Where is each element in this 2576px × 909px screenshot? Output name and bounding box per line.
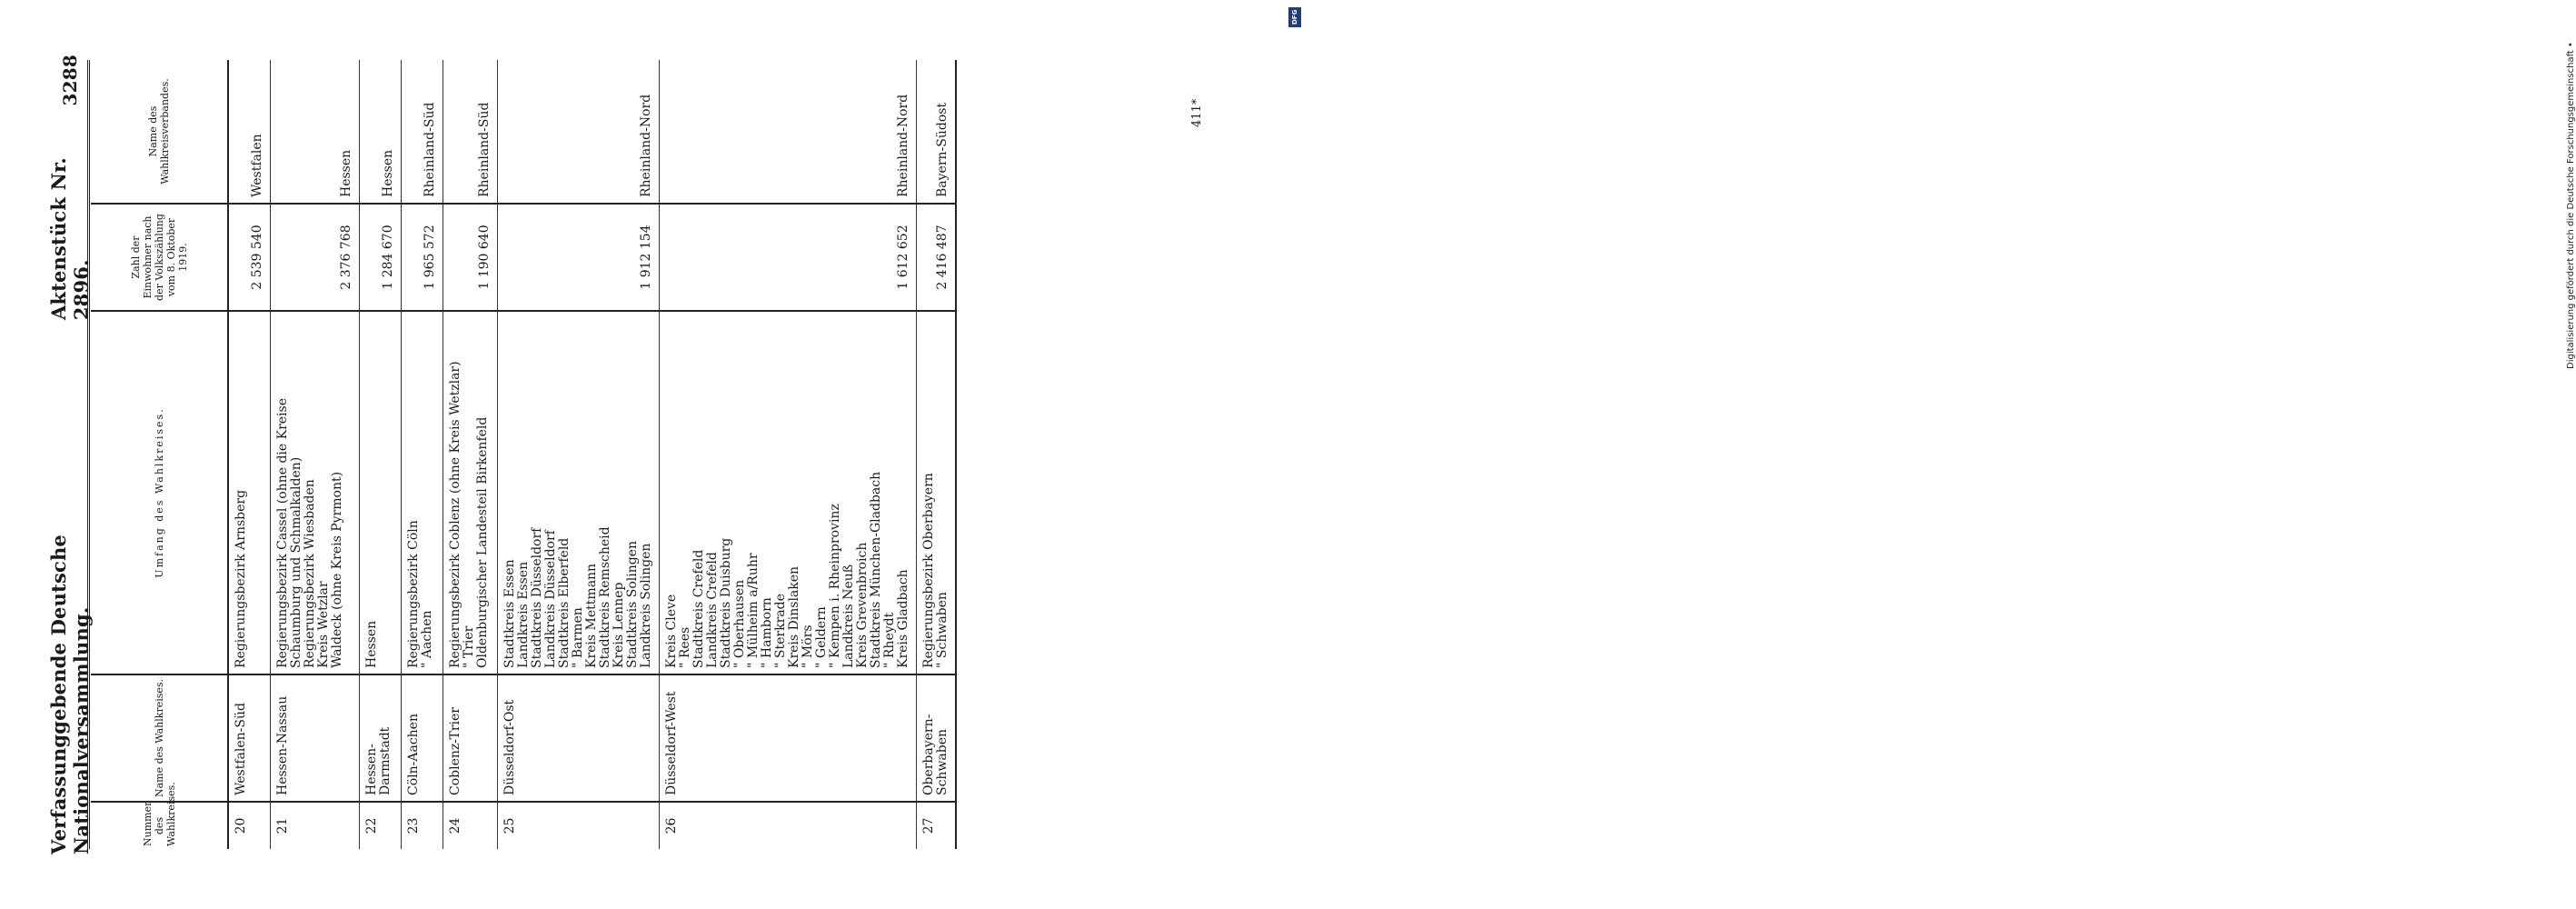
population-count: 1 912 154 xyxy=(638,225,653,290)
association-cell xyxy=(228,60,270,204)
extent-line: Kreis Mettmann xyxy=(583,563,599,668)
district-number: 21 xyxy=(270,802,359,849)
table-row xyxy=(659,60,916,849)
table-row xyxy=(916,60,956,849)
table-row xyxy=(359,60,401,849)
association-cell xyxy=(359,60,401,204)
extent-line: Stadtkreis Solingen xyxy=(624,541,640,668)
extent-line: " Oberhausen xyxy=(731,579,747,668)
extent-line: " Rees xyxy=(677,626,692,668)
table-row xyxy=(443,60,497,849)
district-name: Coblenz-Trier xyxy=(443,674,497,802)
population-count: 2 376 768 xyxy=(338,225,353,290)
district-name: Hessen-Nassau xyxy=(270,674,359,802)
extent-line: Stadtkreis München-Gladbach xyxy=(868,471,883,668)
extent-line: Kreis Grevenbroich xyxy=(854,542,870,668)
extent-line: Regierungsbezirk Wiesbaden xyxy=(302,479,317,668)
extent-line: Landkreis Crefeld xyxy=(704,552,720,668)
population-count: 1 284 670 xyxy=(380,225,395,290)
extent-line: Regierungsbezirk Coblenz (ohne Kreis Wetzlar) xyxy=(447,361,462,668)
extent-line: Kreis Lennep xyxy=(611,582,626,668)
association-cell xyxy=(916,60,956,204)
district-number: 22 xyxy=(359,802,401,849)
extent-line: " Geldern xyxy=(813,606,829,668)
association-cell xyxy=(659,60,916,204)
district-name: Düsseldorf-Ost xyxy=(497,674,659,802)
association-cell xyxy=(270,60,359,204)
population-cell xyxy=(359,204,401,311)
extent-line: Kreis Wetzlar xyxy=(315,581,331,668)
district-extent xyxy=(359,311,401,674)
column-header-verband: Name des Wahlkreisverbandes. xyxy=(91,60,228,204)
association-name: Hessen xyxy=(338,149,353,197)
extent-line: Stadtkreis Crefeld xyxy=(691,549,706,668)
association-name: Rheinland-Nord xyxy=(895,94,910,197)
district-extent xyxy=(270,311,359,674)
extent-line: Schaumburg und Schmalkalden) xyxy=(288,456,303,668)
extent-line: Regierungsbezirk Cassel (ohne die Kreise xyxy=(274,397,290,668)
association-name: Bayern-Südost xyxy=(935,102,950,197)
extent-line: " Sterkrade xyxy=(772,594,788,668)
association-cell xyxy=(401,60,443,204)
population-count: 1 190 640 xyxy=(476,225,492,290)
table-row xyxy=(270,60,359,849)
extent-line: Hessen xyxy=(363,620,379,668)
extent-line: Landkreis Düsseldorf xyxy=(542,530,558,668)
district-number: 27 xyxy=(916,802,956,849)
extent-line: " Schwaben xyxy=(934,592,950,668)
header-title: Verfassunggebende Deutsche Nationalversammlung. xyxy=(47,534,93,854)
district-name: Westfalen-Süd xyxy=(228,674,270,802)
district-extent xyxy=(497,311,659,674)
extent-line: " Aachen xyxy=(419,610,434,668)
header-document-number: Aktenstück Nr. 2896. xyxy=(47,157,93,321)
watermark-text: Digitalisierung gefördert durch die Deutsche Forschungsgemeinschaft • xyxy=(2566,42,2576,369)
extent-line: Kreis Gladbach xyxy=(895,569,910,668)
association-name: Rheinland-Süd xyxy=(422,102,437,197)
population-cell xyxy=(401,204,443,311)
extent-line: " Mülheim a/Ruhr xyxy=(745,553,761,668)
extent-line: Regierungsbezirk Oberbayern xyxy=(920,473,936,668)
association-name: Westfalen xyxy=(249,134,264,197)
district-number: 26 xyxy=(659,802,916,849)
association-name: Hessen xyxy=(380,149,395,197)
district-number: 20 xyxy=(228,802,270,849)
extent-line: " Hamborn xyxy=(759,597,774,668)
dfg-logo: DFG xyxy=(1288,7,1301,27)
district-name: Hessen-Darmstadt xyxy=(359,674,401,802)
district-extent xyxy=(659,311,916,674)
district-name: Oberbayern-Schwaben xyxy=(916,674,956,802)
population-cell xyxy=(497,204,659,311)
extent-line: Kreis Cleve xyxy=(663,594,679,668)
column-header-name: Name des Wahlkreises. xyxy=(91,674,228,802)
extent-line: Landkreis Essen xyxy=(515,561,531,668)
extent-line: Stadtkreis Essen xyxy=(502,559,517,668)
extent-line: Regierungsbezirk Cöln xyxy=(405,520,421,668)
column-header-nummer: Nummer des Wahlkreises. xyxy=(91,802,228,849)
extent-line: Stadtkreis Remscheid xyxy=(597,526,612,668)
population-cell xyxy=(228,204,270,311)
extent-line: Waldeck (ohne Kreis Pyrmont) xyxy=(329,471,344,668)
header-rule xyxy=(87,60,90,849)
district-extent xyxy=(228,311,270,674)
population-cell xyxy=(443,204,497,311)
extent-line: Oldenburgischer Landesteil Birkenfeld xyxy=(474,416,490,668)
association-cell xyxy=(443,60,497,204)
association-name: Rheinland-Nord xyxy=(638,94,653,197)
association-name: Rheinland-Süd xyxy=(476,102,492,197)
column-header-umfang: Umfang des Wahlkreises. xyxy=(91,311,228,674)
extent-line: Landkreis Neuß xyxy=(840,564,856,668)
association-cell xyxy=(497,60,659,204)
district-number: 24 xyxy=(443,802,497,849)
extent-line: Stadtkreis Elberfeld xyxy=(556,537,572,668)
page-footnote: 411* xyxy=(1190,98,1204,127)
population-count: 2 539 540 xyxy=(249,225,264,290)
extent-line: " Barmen xyxy=(570,607,585,668)
population-cell xyxy=(270,204,359,311)
population-cell xyxy=(916,204,956,311)
extent-line: Landkreis Solingen xyxy=(638,543,653,668)
digitization-watermark xyxy=(1283,13,2576,369)
district-extent xyxy=(916,311,956,674)
population-cell xyxy=(659,204,916,311)
column-header-zahl: Zahl der Einwohner nach der Volkszählung vom 8. Oktober 1919. xyxy=(91,204,228,311)
extent-line: Stadtkreis Düsseldorf xyxy=(529,527,544,668)
district-number: 25 xyxy=(497,802,659,849)
page-header xyxy=(47,55,93,854)
extent-line: " Mörs xyxy=(800,624,815,668)
table-row xyxy=(228,60,270,849)
page-number: 3288 xyxy=(59,55,81,106)
extent-line: " Trier xyxy=(461,625,476,668)
district-extent xyxy=(401,311,443,674)
district-name: Cöln-Aachen xyxy=(401,674,443,802)
district-extent xyxy=(443,311,497,674)
extent-line: " Kempen i. Rheinprovinz xyxy=(827,504,842,668)
table-row xyxy=(497,60,659,849)
population-count: 2 416 487 xyxy=(935,225,950,290)
table-row xyxy=(401,60,443,849)
table-header-row xyxy=(91,60,228,849)
extent-line: Kreis Dinslaken xyxy=(786,565,801,668)
district-number: 23 xyxy=(401,802,443,849)
district-name: Düsseldorf-West xyxy=(659,674,916,802)
population-count: 1 612 652 xyxy=(895,225,910,290)
population-count: 1 965 572 xyxy=(422,225,437,290)
electoral-district-table xyxy=(91,60,957,849)
extent-line: Regierungsbezirk Arnsberg xyxy=(234,489,248,668)
extent-line: " Rheydt xyxy=(881,612,897,668)
extent-line: Stadtkreis Duisburg xyxy=(718,537,733,668)
